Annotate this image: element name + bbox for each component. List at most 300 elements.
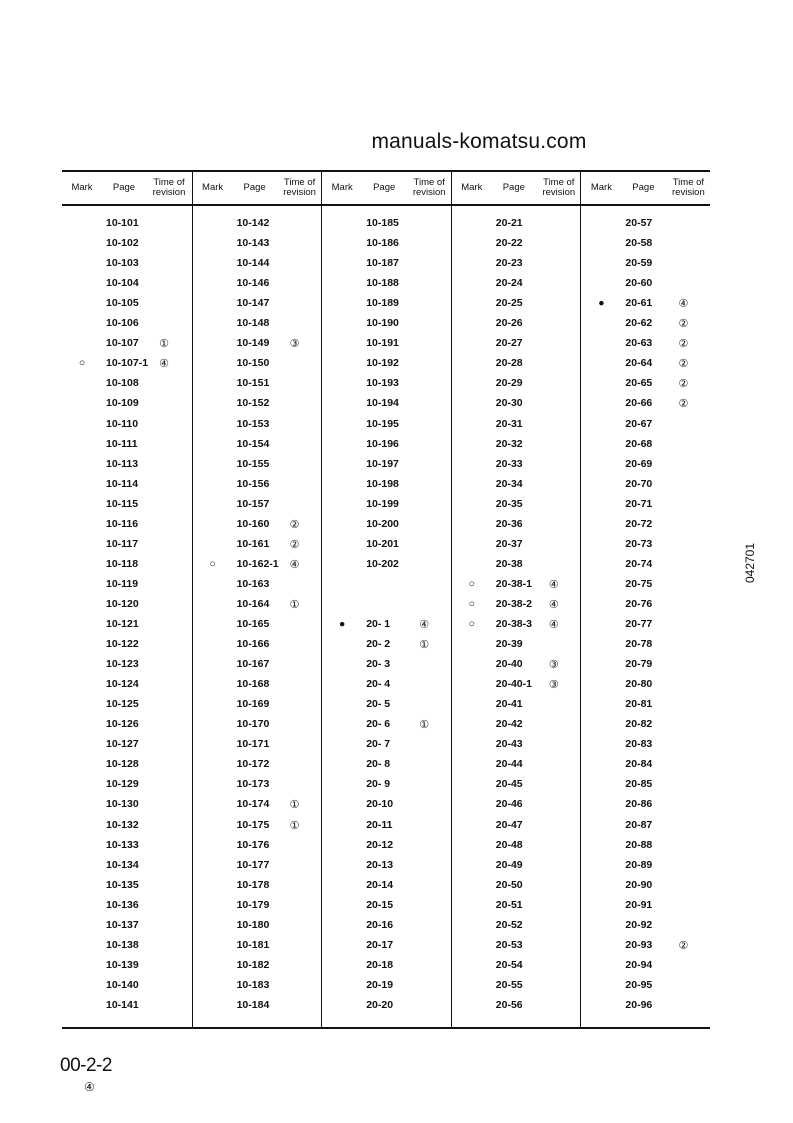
revision-cell: ① bbox=[289, 799, 300, 812]
page-cell: 20-58 bbox=[625, 237, 653, 250]
table-row bbox=[581, 354, 711, 374]
page-cell: 20-75 bbox=[625, 577, 653, 590]
page-cell: 10-198 bbox=[366, 477, 399, 490]
page-cell: 20-83 bbox=[625, 738, 653, 751]
page-cell: 20-41 bbox=[495, 698, 523, 711]
table-row bbox=[452, 976, 582, 996]
table-row bbox=[322, 635, 452, 655]
table-row bbox=[193, 896, 323, 916]
revision-cell: ② bbox=[678, 378, 689, 391]
page-cell: 20-73 bbox=[625, 537, 653, 550]
page-cell: 10-195 bbox=[366, 417, 399, 430]
table-row bbox=[452, 354, 582, 374]
page-cell: 20-61 bbox=[625, 297, 653, 310]
page-cell: 20- 7 bbox=[366, 738, 391, 751]
page-cell: 20-31 bbox=[495, 417, 523, 430]
table-row bbox=[452, 234, 582, 254]
side-code: 042701 bbox=[743, 542, 757, 584]
table-row bbox=[193, 856, 323, 876]
page-cell: 10-165 bbox=[236, 618, 270, 630]
table-row bbox=[452, 856, 582, 876]
page-cell: 10-155 bbox=[236, 457, 270, 470]
table-row bbox=[452, 775, 582, 795]
page-cell: 20-17 bbox=[366, 938, 394, 951]
page-cell: 10-148 bbox=[236, 317, 270, 330]
table-row bbox=[193, 575, 323, 595]
page-cell: 10-197 bbox=[366, 457, 399, 470]
page-cell: 20-57 bbox=[625, 217, 653, 229]
page-cell: 10-139 bbox=[106, 958, 139, 971]
table-row bbox=[62, 535, 192, 555]
page-cell: 20-32 bbox=[495, 437, 523, 450]
page-cell: 10-143 bbox=[236, 237, 270, 250]
page-cell: 20-67 bbox=[625, 417, 653, 430]
page-cell: 20- 6 bbox=[366, 718, 391, 731]
header-revision: Time of revision bbox=[283, 177, 316, 198]
table-row bbox=[581, 535, 711, 555]
table-column-5 bbox=[580, 172, 711, 1027]
page-cell: 20-16 bbox=[366, 918, 394, 931]
table-row bbox=[62, 996, 192, 1016]
table-row bbox=[581, 695, 711, 715]
page-cell: 10-177 bbox=[236, 858, 270, 871]
table-row bbox=[193, 675, 323, 695]
table-row bbox=[452, 435, 582, 455]
page-cell: 20-25 bbox=[495, 297, 523, 310]
page-cell: 20-53 bbox=[495, 938, 523, 951]
table-row bbox=[452, 795, 582, 815]
page-cell: 10-133 bbox=[106, 838, 139, 851]
page-cell: 20-38 bbox=[495, 557, 523, 570]
page-cell: 20-63 bbox=[625, 337, 653, 350]
revision-cell: ④ bbox=[159, 358, 169, 371]
table-row bbox=[193, 916, 323, 936]
page-cell: 20-69 bbox=[625, 457, 653, 470]
page-cell: 10-114 bbox=[106, 477, 139, 490]
table-row bbox=[322, 956, 452, 976]
mark-cell: ○ bbox=[468, 597, 475, 610]
page-cell: 10-136 bbox=[106, 898, 139, 911]
table-row bbox=[452, 816, 582, 836]
table-row bbox=[452, 535, 582, 555]
page-cell: 10-107 bbox=[106, 337, 139, 350]
table-row bbox=[452, 615, 582, 635]
table-row bbox=[193, 394, 323, 414]
table-row bbox=[322, 214, 452, 234]
table-row bbox=[193, 455, 323, 475]
revision-cell: ③ bbox=[548, 679, 559, 692]
page-cell: 20-51 bbox=[495, 898, 523, 911]
table-row bbox=[452, 595, 582, 615]
page-cell: 20-24 bbox=[495, 277, 523, 290]
table-row bbox=[581, 635, 711, 655]
table-row bbox=[62, 936, 192, 956]
page-cell: 10-170 bbox=[236, 718, 270, 731]
table-row bbox=[581, 254, 711, 274]
page-cell: 20-90 bbox=[625, 878, 653, 891]
table-row bbox=[62, 214, 192, 234]
page-cell: 10-166 bbox=[236, 638, 270, 651]
table-row bbox=[322, 435, 452, 455]
table-column-4 bbox=[451, 172, 582, 1027]
page-cell: 10-180 bbox=[236, 918, 270, 931]
table-row bbox=[452, 675, 582, 695]
table-row bbox=[581, 294, 711, 314]
page-cell: 20-88 bbox=[625, 838, 653, 851]
table-row bbox=[193, 956, 323, 976]
table-row bbox=[193, 214, 323, 234]
page-cell: 20- 2 bbox=[366, 638, 391, 651]
page-cell: 10-172 bbox=[236, 758, 270, 771]
page-cell: 10-194 bbox=[366, 397, 399, 410]
page-cell: 10-123 bbox=[106, 658, 139, 671]
page-cell: 20-80 bbox=[625, 678, 653, 691]
revision-cell: ① bbox=[289, 598, 300, 611]
page-cell: 20-15 bbox=[366, 898, 394, 911]
page-cell: 10-124 bbox=[106, 678, 139, 691]
table-row bbox=[193, 274, 323, 294]
table-row bbox=[193, 314, 323, 334]
page-cell: 10-161 bbox=[236, 537, 270, 550]
page-cell: 20-23 bbox=[495, 257, 523, 270]
table-row bbox=[193, 354, 323, 374]
table-row bbox=[193, 555, 323, 575]
page-cell: 10-126 bbox=[106, 718, 139, 731]
page-cell: 10-179 bbox=[236, 898, 270, 911]
page-cell: 10-176 bbox=[236, 838, 270, 851]
table-row bbox=[62, 234, 192, 254]
table-row bbox=[581, 836, 711, 856]
revision-cell: ① bbox=[289, 819, 300, 832]
table-row bbox=[62, 635, 192, 655]
page-cell: 10-160 bbox=[236, 517, 270, 530]
page-cell: 10-113 bbox=[106, 457, 139, 470]
page-cell: 10-102 bbox=[106, 237, 139, 250]
page-cell: 20-27 bbox=[495, 337, 523, 350]
table-row bbox=[581, 795, 711, 815]
table-row bbox=[193, 615, 323, 635]
table-row bbox=[581, 675, 711, 695]
table-row bbox=[452, 515, 582, 535]
revision-cell: ② bbox=[289, 518, 300, 531]
table-row bbox=[193, 876, 323, 896]
page-cell: 20-76 bbox=[625, 597, 653, 610]
page-cell: 20-18 bbox=[366, 958, 394, 971]
page-cell: 10-117 bbox=[106, 537, 139, 550]
mark-cell: ○ bbox=[78, 357, 86, 370]
header-page: Page bbox=[502, 182, 525, 193]
table-row bbox=[322, 655, 452, 675]
table-row bbox=[581, 816, 711, 836]
table-row bbox=[581, 916, 711, 936]
table-row bbox=[581, 435, 711, 455]
table-row bbox=[193, 836, 323, 856]
table-row bbox=[452, 274, 582, 294]
page-cell: 20- 9 bbox=[366, 778, 391, 791]
page-cell: 20-26 bbox=[495, 317, 523, 330]
page-cell: 20- 5 bbox=[366, 698, 391, 711]
table-row bbox=[581, 735, 711, 755]
page-cell: 10-182 bbox=[236, 958, 270, 971]
page-cell: 20- 1 bbox=[366, 618, 391, 630]
header-page: Page bbox=[373, 182, 396, 193]
page-cell: 10-154 bbox=[236, 437, 270, 450]
table-row bbox=[193, 234, 323, 254]
table-row bbox=[581, 896, 711, 916]
table-row bbox=[581, 755, 711, 775]
header-mark: Mark bbox=[331, 182, 353, 193]
page-cell: 20-46 bbox=[495, 798, 523, 811]
table-row bbox=[452, 936, 582, 956]
page-cell: 10-202 bbox=[366, 557, 399, 570]
table-row bbox=[193, 254, 323, 274]
page-revision: ④ bbox=[84, 1080, 95, 1094]
page-cell: 20-78 bbox=[625, 638, 653, 651]
header-revision: Time of revision bbox=[152, 177, 186, 198]
table-row bbox=[322, 294, 452, 314]
table-row bbox=[452, 695, 582, 715]
table-row bbox=[581, 996, 711, 1016]
header-mark: Mark bbox=[202, 182, 224, 193]
page-cell: 20-10 bbox=[366, 798, 394, 811]
header-page: Page bbox=[632, 182, 655, 193]
page-cell: 20-38-2 bbox=[495, 597, 532, 610]
table-row bbox=[322, 354, 452, 374]
table-row bbox=[193, 435, 323, 455]
page-cell: 10-127 bbox=[106, 738, 139, 751]
table-row bbox=[452, 254, 582, 274]
table-row bbox=[193, 595, 323, 615]
table-row bbox=[322, 495, 452, 515]
table-row bbox=[62, 876, 192, 896]
table-row bbox=[581, 555, 711, 575]
table-row bbox=[322, 755, 452, 775]
page-cell: 20-35 bbox=[495, 497, 523, 510]
table-row bbox=[322, 314, 452, 334]
page-cell: 20-70 bbox=[625, 477, 653, 490]
table-row bbox=[62, 695, 192, 715]
table-row bbox=[452, 735, 582, 755]
table-row bbox=[581, 234, 711, 254]
table-row bbox=[452, 334, 582, 354]
page-cell: 20-84 bbox=[625, 758, 653, 771]
page-cell: 10-150 bbox=[236, 357, 270, 370]
table-row bbox=[62, 415, 192, 435]
table-row bbox=[193, 334, 323, 354]
page-cell: 20- 3 bbox=[366, 658, 391, 671]
table-row bbox=[581, 856, 711, 876]
table-row bbox=[322, 615, 452, 635]
page-cell: 10-128 bbox=[106, 758, 139, 771]
revision-cell: ④ bbox=[548, 598, 559, 611]
page-cell: 20- 4 bbox=[366, 678, 391, 691]
page-cell: 20-64 bbox=[625, 357, 653, 370]
page-cell: 10-129 bbox=[106, 778, 139, 791]
revision-cell: ② bbox=[678, 318, 689, 331]
table-row bbox=[322, 234, 452, 254]
table-row bbox=[62, 735, 192, 755]
page-cell: 20-40-1 bbox=[495, 678, 532, 691]
table-row bbox=[452, 495, 582, 515]
table-row bbox=[452, 575, 582, 595]
page-cell: 20-68 bbox=[625, 437, 653, 450]
page-cell: 10-147 bbox=[236, 297, 270, 310]
table-row bbox=[62, 976, 192, 996]
table-row bbox=[193, 735, 323, 755]
page-cell: 20-74 bbox=[625, 557, 653, 570]
page-cell: 10-190 bbox=[366, 317, 399, 330]
page-cell: 20-71 bbox=[625, 497, 653, 510]
page-cell: 20-52 bbox=[495, 918, 523, 931]
table-row bbox=[322, 515, 452, 535]
page-cell: 20-43 bbox=[495, 738, 523, 751]
page-cell: 10-181 bbox=[236, 938, 270, 951]
table-row bbox=[452, 755, 582, 775]
table-row bbox=[193, 635, 323, 655]
page-cell: 20-22 bbox=[495, 237, 523, 250]
page-cell: 20-89 bbox=[625, 858, 653, 871]
table-row bbox=[581, 775, 711, 795]
table-row bbox=[581, 515, 711, 535]
table-row bbox=[452, 374, 582, 394]
table-row bbox=[581, 394, 711, 414]
page-cell: 20-19 bbox=[366, 978, 394, 991]
table-row bbox=[62, 475, 192, 495]
table-row bbox=[581, 715, 711, 735]
page-cell: 10-125 bbox=[106, 698, 139, 711]
page-cell: 20-13 bbox=[366, 858, 394, 871]
table-row bbox=[581, 314, 711, 334]
page-cell: 10-152 bbox=[236, 397, 270, 410]
table-row bbox=[193, 936, 323, 956]
page-cell: 20-62 bbox=[625, 317, 653, 330]
page-cell: 10-122 bbox=[106, 638, 139, 651]
page-number: 00-2-2 bbox=[60, 1055, 112, 1076]
page-cell: 10-137 bbox=[106, 918, 139, 931]
table-row bbox=[581, 655, 711, 675]
page-cell: 10-189 bbox=[366, 297, 399, 310]
table-row bbox=[581, 214, 711, 234]
revision-cell: ④ bbox=[289, 558, 300, 571]
page-cell: 20-86 bbox=[625, 798, 653, 811]
table-row bbox=[193, 755, 323, 775]
table-row bbox=[452, 214, 582, 234]
table-row bbox=[62, 896, 192, 916]
table-row bbox=[322, 976, 452, 996]
table-row bbox=[193, 976, 323, 996]
table-row bbox=[452, 635, 582, 655]
page-cell: 10-149 bbox=[236, 337, 270, 350]
table-row bbox=[322, 816, 452, 836]
table-row bbox=[62, 755, 192, 775]
table-row bbox=[322, 254, 452, 274]
table-row bbox=[322, 374, 452, 394]
page-cell: 20-85 bbox=[625, 778, 653, 791]
page-cell: 10-141 bbox=[106, 998, 139, 1011]
page-cell: 20-77 bbox=[625, 618, 653, 630]
page-cell: 10-163 bbox=[236, 577, 270, 590]
table-row bbox=[581, 274, 711, 294]
revision-cell: ③ bbox=[548, 659, 559, 672]
table-row bbox=[322, 575, 452, 595]
mark-cell: ● bbox=[598, 297, 605, 310]
page-cell: 10-134 bbox=[106, 858, 139, 871]
table-row bbox=[62, 374, 192, 394]
table-row bbox=[62, 455, 192, 475]
page-cell: 20-12 bbox=[366, 838, 394, 851]
table-row bbox=[322, 775, 452, 795]
table-column-2 bbox=[192, 172, 323, 1027]
table-row bbox=[62, 615, 192, 635]
table-row bbox=[62, 274, 192, 294]
page-cell: 10-105 bbox=[106, 297, 139, 310]
revision-cell: ④ bbox=[548, 578, 559, 591]
header-mark: Mark bbox=[461, 182, 483, 193]
revision-cell: ② bbox=[678, 398, 689, 411]
table-row bbox=[322, 876, 452, 896]
revision-cell: ④ bbox=[548, 619, 559, 631]
table-row bbox=[322, 695, 452, 715]
table-row bbox=[322, 595, 452, 615]
page-cell: 10-175 bbox=[236, 818, 270, 831]
page-cell: 20-66 bbox=[625, 397, 653, 410]
table-row bbox=[581, 956, 711, 976]
page-cell: 10-120 bbox=[106, 597, 139, 610]
page-cell: 10-188 bbox=[366, 277, 399, 290]
page-cell: 20-29 bbox=[495, 377, 523, 390]
table-row bbox=[62, 555, 192, 575]
table-row bbox=[322, 415, 452, 435]
table-row bbox=[193, 795, 323, 815]
table-row bbox=[322, 394, 452, 414]
page-cell: 20-54 bbox=[495, 958, 523, 971]
page-cell: 20-34 bbox=[495, 477, 523, 490]
revision-cell: ① bbox=[419, 639, 430, 652]
page-cell: 20-96 bbox=[625, 998, 653, 1011]
page-cell: 10-186 bbox=[366, 237, 399, 250]
page-cell: 20-40 bbox=[495, 658, 523, 671]
table-row bbox=[581, 976, 711, 996]
table-row bbox=[322, 334, 452, 354]
page-cell: 20-11 bbox=[366, 818, 393, 831]
table-row bbox=[322, 274, 452, 294]
page-cell: 20-47 bbox=[495, 818, 523, 831]
page-cell: 10-116 bbox=[106, 517, 139, 530]
revision-cell: ② bbox=[678, 358, 689, 371]
table-row bbox=[322, 455, 452, 475]
page-cell: 20-93 bbox=[625, 938, 653, 951]
page-cell: 20-48 bbox=[495, 838, 523, 851]
page-cell: 20-81 bbox=[625, 698, 653, 711]
table-row bbox=[581, 936, 711, 956]
page-cell: 10-162-1 bbox=[236, 557, 279, 570]
table-row bbox=[581, 475, 711, 495]
header-revision: Time of revision bbox=[672, 177, 705, 198]
table-row bbox=[193, 495, 323, 515]
table-row bbox=[452, 996, 582, 1016]
page-cell: 20-92 bbox=[625, 918, 653, 931]
page-cell: 10-185 bbox=[366, 217, 399, 229]
table-row bbox=[62, 775, 192, 795]
table-row bbox=[62, 795, 192, 815]
table-row bbox=[322, 475, 452, 495]
page-cell: 10-187 bbox=[366, 257, 399, 270]
table-row bbox=[452, 836, 582, 856]
page-cell: 10-118 bbox=[106, 557, 139, 570]
page-cell: 20-28 bbox=[495, 357, 523, 370]
page-cell: 20-95 bbox=[625, 978, 653, 991]
page-cell: 10-110 bbox=[106, 417, 139, 430]
